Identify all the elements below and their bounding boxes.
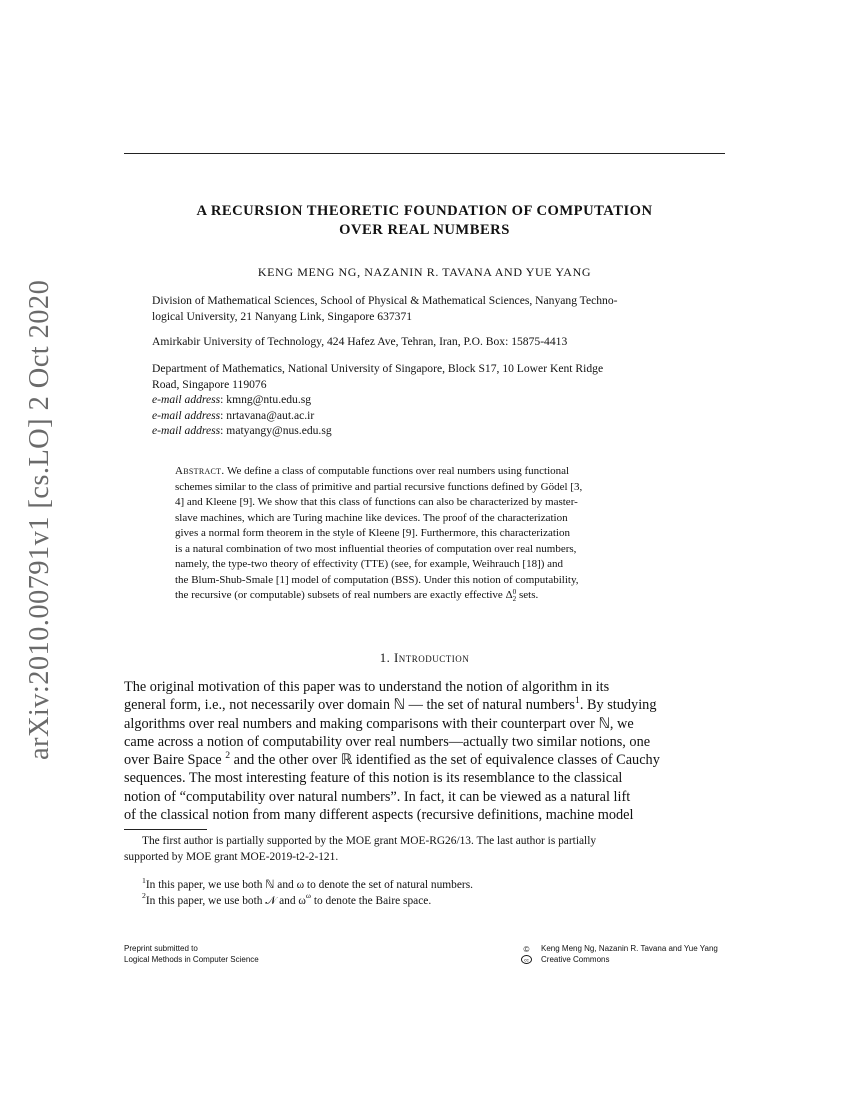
delta-symbol	[506, 589, 517, 601]
abstract-line	[175, 464, 681, 480]
abstract-end-text: sets.	[518, 589, 539, 601]
title-line-1: A RECURSION THEORETIC FOUNDATION OF COMPUTATION	[196, 203, 653, 219]
support-note-line-1: The first author is partially supported by the MOE grant MOE-RG26/13. The last author is partially	[142, 835, 597, 847]
email-label: e-mail address	[152, 393, 221, 406]
abstract-line: namely, the type-two theory of effectivity (TTE) (see, for example, Weihrauch [18]) and	[175, 558, 564, 570]
copyright-icon: ©	[523, 944, 530, 954]
copyright-row	[521, 944, 731, 955]
preprint-line-1: Preprint submitted to	[124, 944, 198, 953]
affiliation-amirkabir-line: Amirkabir University of Technology, 424 Hafez Ave, Tehran, Iran, P.O. Box: 15875-4413	[152, 335, 568, 348]
paragraph-line	[124, 696, 725, 714]
affiliation-ntu	[152, 293, 708, 324]
creative-commons-link[interactable]: Creative Commons	[541, 954, 610, 964]
footnotes	[124, 834, 725, 909]
paragraph-line: algorithms over real numbers and making comparisons with their counterpart over ℕ, we	[124, 715, 634, 732]
affiliation-amirkabir	[152, 334, 708, 350]
abstract	[175, 464, 681, 604]
footnote-2	[124, 891, 725, 910]
footnote-rule	[124, 829, 207, 830]
email-value: nrtavana@aut.ac.ir	[226, 408, 315, 422]
paragraph-line: The original motivation of this paper was to understand the notion of algorithm in its	[124, 679, 610, 695]
section-heading: 1. Introduction	[379, 651, 470, 665]
line-text: general form, i.e., not necessarily over domain ℕ — the set of natural numbers	[124, 697, 575, 714]
footnote-1	[124, 875, 725, 894]
delta-superscript: 0	[512, 588, 517, 597]
paper-title	[124, 202, 725, 240]
footnote-2-text-end: to denote the Baire space.	[313, 894, 432, 907]
journal-name: Logical Methods in Computer Science	[124, 954, 259, 964]
abstract-text: the recursive (or computable) subsets of real numbers are exactly effective	[175, 589, 503, 601]
paragraph-line: notion of “computability over natural numbers”. In fact, it can be viewed as a natural lift	[124, 788, 631, 805]
email-row: e-mail address: nrtavana@aut.ac.ir	[152, 408, 315, 422]
footnote-1-text: In this paper, we use both ℕ and ω to denote the set of natural numbers.	[145, 879, 473, 891]
support-note-line-2: supported by MOE grant MOE-2019-t2-2-121.	[124, 850, 339, 863]
abstract-line: slave machines, which are Turing machine like devices. The proof of the characterization	[175, 511, 568, 524]
paragraph-line: sequences. The most interesting feature of this notion is its resemblance to the classical	[124, 770, 623, 787]
affiliation-ntu-line-1: Division of Mathematical Sciences, School of Physical & Mathematical Sciences, Nanyang Techno-	[152, 294, 618, 307]
line-text: and the other over ℝ identified as the set of equivalence classes of Cauchy	[233, 752, 660, 769]
abstract-label: Abstract.	[175, 465, 225, 477]
footnote-1-mark: 1	[142, 875, 146, 885]
abstract-line: 4] and Kleene [9]. We show that this class of functions can also be characterized by master-	[175, 496, 578, 508]
omega-superscript: ω	[305, 891, 311, 901]
email-label: e-mail address	[152, 408, 221, 422]
paragraph-line	[124, 751, 725, 769]
email-row: e-mail address: kmng@ntu.edu.sg	[152, 393, 312, 406]
affiliation-nus	[152, 361, 708, 439]
email-value: kmng@ntu.edu.sg	[226, 393, 312, 406]
author-list: KENG MENG NG, NAZANIN R. TAVANA AND YUE YANG	[257, 265, 592, 279]
copyright-holders: Keng Meng Ng, Nazanin R. Tavana and Yue Yang	[541, 944, 718, 953]
abstract-line: is a natural combination of two most influential theories of computation over real numbers,	[175, 542, 577, 555]
abstract-line	[175, 588, 681, 604]
abstract-line: schemes similar to the class of primitive and partial recursive functions defined by Gödel [3,	[175, 480, 583, 493]
cc-row	[521, 955, 731, 966]
line-text: . By studying	[579, 697, 657, 714]
email-label: e-mail address	[152, 424, 221, 437]
svg-text:cc: cc	[524, 957, 529, 963]
license-block	[521, 944, 731, 965]
delta-subscript: 2	[512, 594, 517, 603]
footnote-2-mark: 2	[142, 891, 146, 901]
paragraph-line: of the classical notion from many different aspects (recursive definitions, machine model	[124, 807, 634, 824]
footnote-2-text: In this paper, we use both 𝒩 and ω	[145, 894, 306, 907]
abstract-line: the Blum-Shub-Smale [1] model of computation (BSS). Under this notion of computability,	[175, 573, 579, 586]
email-value: matyangy@nus.edu.sg	[226, 424, 332, 437]
header-rule	[124, 153, 725, 154]
abstract-text: We define a class of computable functions over real numbers using functional	[226, 465, 570, 477]
affiliation-ntu-line-2: logical University, 21 Nanyang Link, Singapore 637371	[152, 309, 413, 323]
abstract-line: gives a normal form theorem in the style of Kleene [9]. Furthermore, this characterization	[175, 527, 570, 539]
preprint-notice	[124, 944, 384, 965]
title-line-2: OVER REAL NUMBERS	[339, 222, 510, 238]
arxiv-identifier: arXiv:2010.00791v1 [cs.LO] 2 Oct 2020	[24, 279, 55, 760]
creative-commons-icon	[521, 955, 532, 964]
affiliation-nus-line-2: Road, Singapore 119076	[152, 377, 267, 391]
paragraph-line: came across a notion of computability over real numbers—actually two similar notions, one	[124, 733, 651, 750]
email-row: e-mail address: matyangy@nus.edu.sg	[152, 424, 332, 437]
line-text: over Baire Space	[124, 752, 222, 769]
footnote-ref-2[interactable]: 2	[225, 749, 231, 761]
footnote-spacer	[124, 865, 725, 878]
footnote-ref-1[interactable]: 1	[574, 695, 580, 707]
delta-letter: Δ	[505, 589, 513, 601]
introduction-paragraph	[124, 678, 725, 824]
affiliation-nus-line-1: Department of Mathematics, National University of Singapore, Block S17, 10 Lower Kent Ridge	[152, 362, 604, 375]
